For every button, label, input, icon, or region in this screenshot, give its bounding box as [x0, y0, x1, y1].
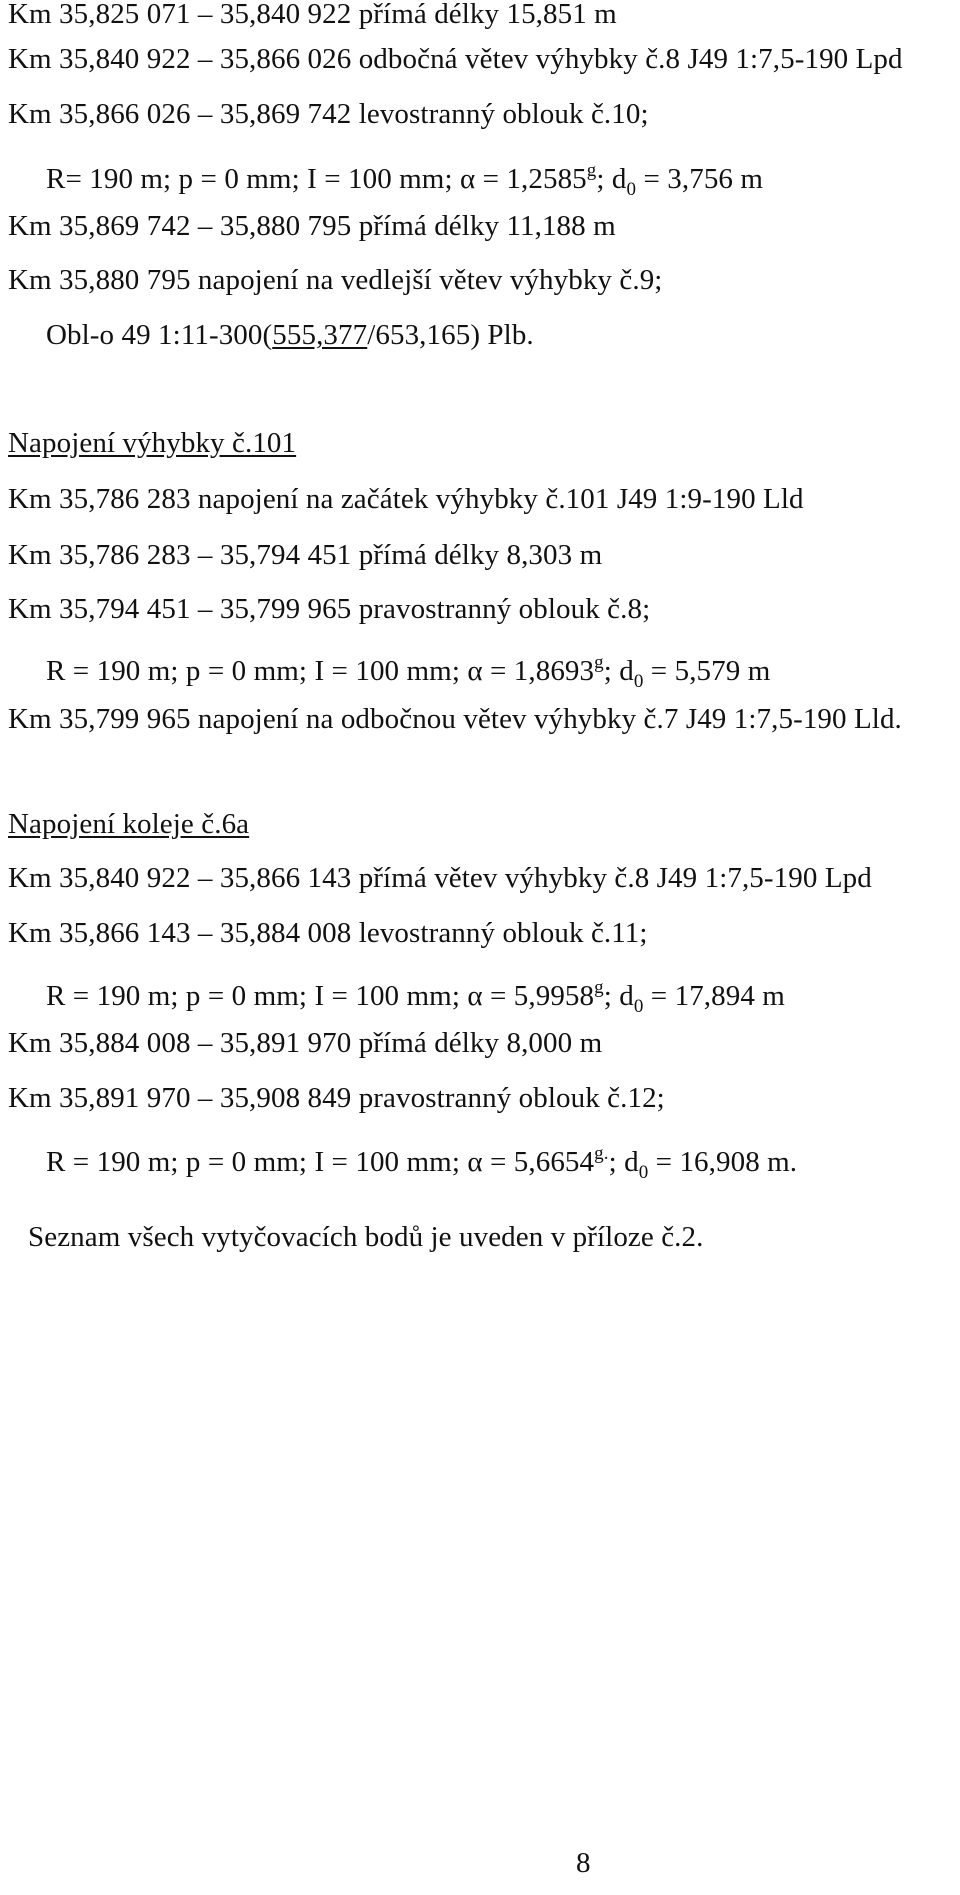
text-line: Km 35,866 143 – 35,884 008 levostranný oblouk č.11; — [8, 917, 648, 949]
subscript: 0 — [633, 996, 644, 1017]
text-segment: /653,165) Plb. — [367, 319, 534, 351]
text-line: Km 35,840 922 – 35,866 143 přímá větev výhybky č.8 J49 1:7,5-190 Lpd — [8, 862, 872, 894]
footer-note: Seznam všech vytyčovacích bodů je uveden v příloze č.2. — [28, 1221, 704, 1253]
text-line: Km 35,866 026 – 35,869 742 levostranný oblouk č.10; — [8, 98, 649, 130]
text-line: Km 35,799 965 napojení na odbočnou větev výhybky č.7 J49 1:7,5-190 Lld. — [8, 703, 902, 735]
formula-line — [46, 1137, 797, 1190]
formula-line — [46, 154, 763, 207]
formula-line — [46, 971, 785, 1024]
formula-text: R = 190 m; p = 0 mm; I = 100 mm; α = 5,9958 — [46, 980, 595, 1012]
formula-text: R= 190 m; p = 0 mm; I = 100 mm; α = 1,2585 — [46, 163, 587, 195]
text-line: Km 35,794 451 – 35,799 965 pravostranný oblouk č.8; — [8, 593, 651, 625]
text-line: Km 35,786 283 napojení na začátek výhybky č.101 J49 1:9-190 Lld — [8, 483, 804, 515]
subscript: 0 — [638, 1162, 649, 1183]
subscript: 0 — [633, 671, 644, 692]
formula-text: = 16,908 m. — [648, 1146, 798, 1178]
text-line: Km 35,869 742 – 35,880 795 přímá délky 11,188 m — [8, 210, 616, 242]
section-heading: Napojení koleje č.6a — [8, 808, 250, 840]
formula-text: ; d — [603, 980, 634, 1012]
superscript: g. — [594, 1143, 609, 1164]
text-line: Km 35,880 795 napojení na vedlejší větev výhybky č.9; — [8, 264, 663, 296]
superscript: g — [594, 977, 604, 998]
page-number: 8 — [576, 1847, 591, 1879]
formula-text: R = 190 m; p = 0 mm; I = 100 mm; α = 5,6654 — [46, 1146, 595, 1178]
text-segment: Obl-o 49 1:11-300( — [46, 319, 273, 351]
formula-text: ; d — [608, 1146, 639, 1178]
formula-text: = 17,894 m — [643, 980, 785, 1012]
text-line: Km 35,884 008 – 35,891 970 přímá délky 8,000 m — [8, 1027, 603, 1059]
text-line: Km 35,786 283 – 35,794 451 přímá délky 8,303 m — [8, 539, 603, 571]
superscript: g — [594, 652, 604, 673]
formula-text: ; d — [603, 655, 634, 687]
formula-text: R = 190 m; p = 0 mm; I = 100 mm; α = 1,8693 — [46, 655, 595, 687]
formula-line — [46, 646, 770, 699]
formula-text: = 3,756 m — [636, 163, 764, 195]
formula-text: ; d — [596, 163, 627, 195]
section-heading: Napojení výhybky č.101 — [8, 427, 297, 459]
text-line: Km 35,840 922 – 35,866 026 odbočná větev výhybky č.8 J49 1:7,5-190 Lpd — [8, 43, 903, 75]
superscript: g — [586, 160, 597, 181]
subscript: 0 — [626, 179, 637, 200]
formula-text: = 5,579 m — [643, 655, 771, 687]
underlined-value: 555,377 — [272, 319, 368, 351]
text-line: Km 35,891 970 – 35,908 849 pravostranný oblouk č.12; — [8, 1082, 665, 1114]
text-line: Km 35,825 071 – 35,840 922 přímá délky 15,851 m — [8, 0, 617, 30]
text-line — [46, 318, 534, 352]
